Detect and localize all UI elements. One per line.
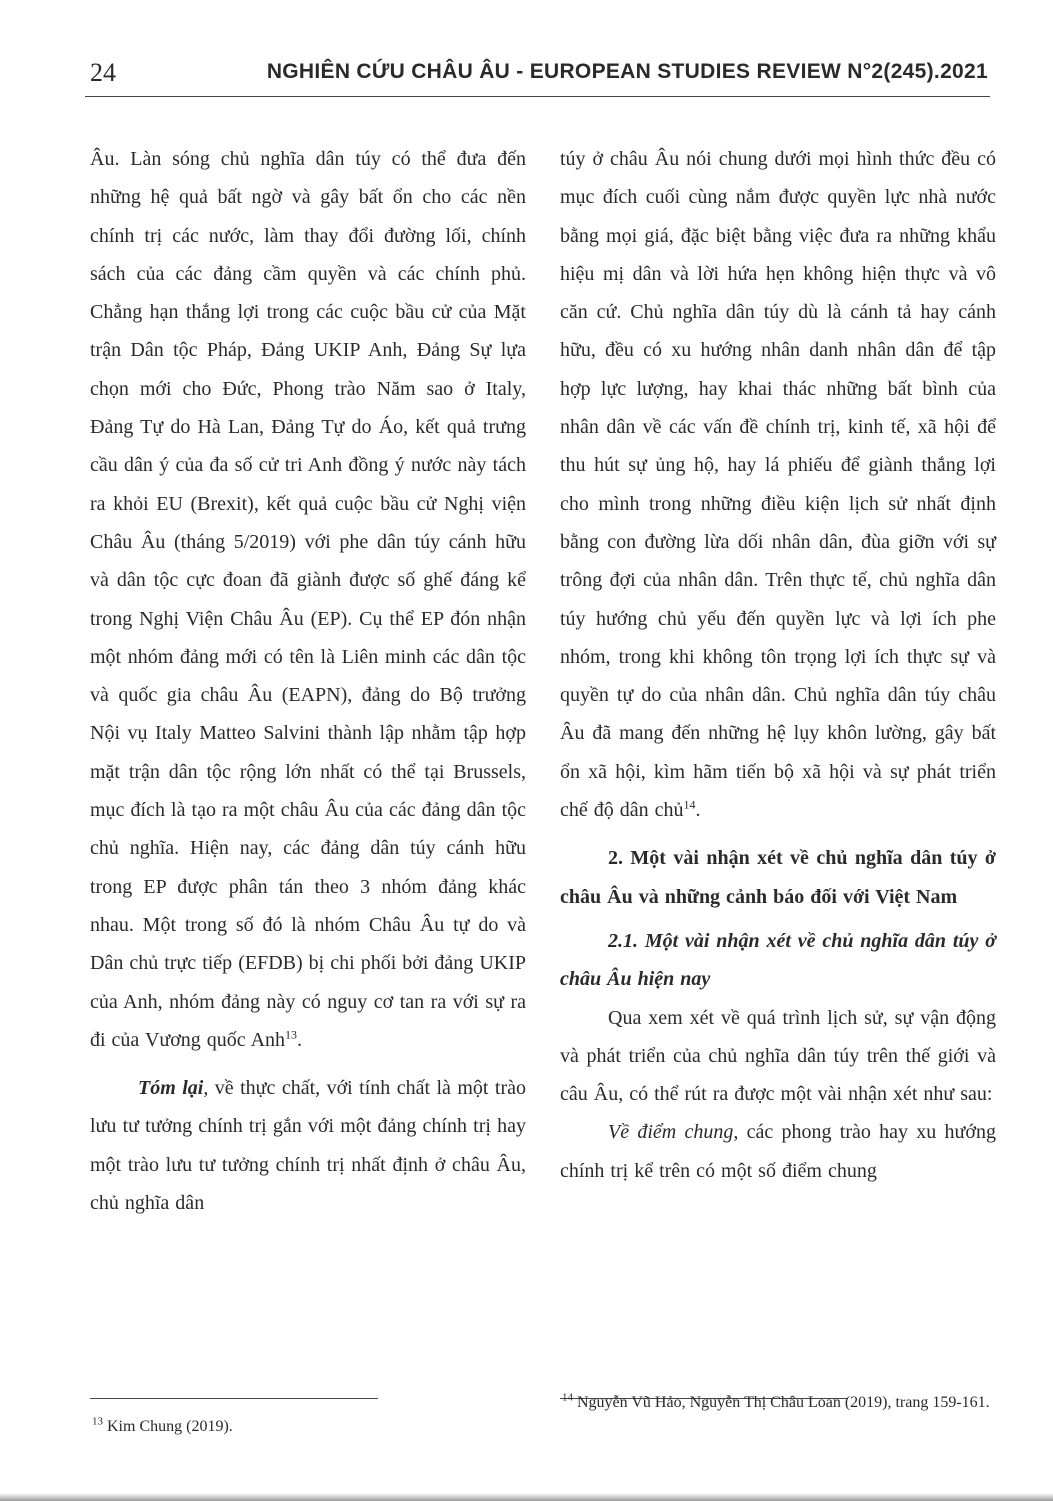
footnote-13 bbox=[92, 1416, 492, 1438]
footnote-number: 13 bbox=[92, 1415, 103, 1428]
paragraph bbox=[560, 1113, 996, 1190]
paragraph-text: túy ở châu Âu nói chung dưới mọi hình thức đều có mục đích cuối cùng nắm được quyền lực nhà nước bằng mọi giá, đặc biệt bằng việc đưa ra những khẩu hiệu mị dân và lời hứa hẹn không hiện thực và vô căn cứ. Chủ nghĩa dân túy dù là cánh tả hay cánh hữu, đều có xu hướng nhân danh nhân dân để tập hợp lực lượng, hay khai thác những bất bình của nhân dân về các vấn đề chính trị, kinh tế, xã hội để thu hút sự ủng hộ, hay lá phiếu để giành thắng lợi cho mình trong những điều kiện lịch sử nhất định bằng con đường lừa dối nhân dân, đùa giỡn với sự trông đợi của nhân dân. Trên thực tế, chủ nghĩa dân túy hướng chủ yếu đến quyền lực và lợi ích phe nhóm, trong khi không tôn trọng lợi ích thực sự và quyền tự do của nhân dân. Chủ nghĩa dân túy châu Âu đã mang đến những hệ lụy khôn lường, gây bất ổn xã hội, kìm hãm tiến bộ xã hội và sự phát triển chế độ dân chủ bbox=[560, 148, 996, 822]
paragraph-lead: Tóm lại bbox=[138, 1077, 204, 1100]
paragraph: Qua xem xét về quá trình lịch sử, sự vận động và phát triển của chủ nghĩa dân túy trên thế giới và câu Âu, có thể rút ra được một vài nhận xét như sau: bbox=[560, 1006, 996, 1106]
scan-bottom-edge bbox=[0, 1493, 1053, 1501]
footnote-ref: 13 bbox=[285, 1027, 298, 1042]
paragraph-end: . bbox=[297, 1028, 303, 1051]
paragraph-lead: Về điểm chung bbox=[608, 1121, 734, 1144]
left-column bbox=[90, 140, 526, 1222]
paragraph-end: . bbox=[695, 799, 701, 822]
right-column bbox=[560, 140, 996, 1190]
paragraph-text: , các phong trào hay xu hướng chính trị kể trên có một số điểm chung bbox=[560, 1121, 996, 1182]
footnote-number: 14 bbox=[562, 1391, 573, 1404]
running-header: NGHIÊN CỨU CHÂU ÂU - EUROPEAN STUDIES REVIEW N°2(245).2021 bbox=[266, 60, 988, 83]
page-number: 24 bbox=[90, 58, 116, 87]
footnote-text: Kim Chung (2019). bbox=[103, 1418, 233, 1435]
paragraph bbox=[90, 140, 526, 1059]
section-heading: 2. Một vài nhận xét về chủ nghĩa dân túy ở châu Âu và những cảnh báo đối với Việt Nam bbox=[560, 847, 996, 908]
subsection-heading: 2.1. Một vài nhận xét về chủ nghĩa dân túy ở châu Âu hiện nay bbox=[560, 929, 996, 991]
footnote-rule bbox=[90, 1398, 378, 1399]
paragraph-text: Âu. Làn sóng chủ nghĩa dân túy có thể đưa đến những hệ quả bất ngờ và gây bất ổn cho các nền chính trị các nước, làm thay đổi đường lối, chính sách của các đảng cầm quyền và các chính phủ. Chẳng hạn thắng lợi trong các cuộc bầu cử của Mặt trận Dân tộc Pháp, Đảng UKIP Anh, Đảng Sự lựa chọn mới cho Đức, Phong trào Năm sao ở Italy, Đảng Tự do Hà Lan, Đảng Tự do Áo, kết quả trưng cầu dân ý của đa số cử tri Anh đồng ý nước này tách ra khỏi EU (Brexit), kết quả cuộc bầu cử Nghị viện Châu Âu (tháng 5/2019) với phe dân túy cánh hữu và dân tộc cực đoan đã giành được số ghế đáng kể trong Nghị Viện Châu Âu (EP). Cụ thể EP đón nhận một nhóm đảng mới có tên là Liên minh các dân tộc và quốc gia châu Âu (EAPN), đảng do Bộ trưởng Nội vụ Italy Matteo Salvini thành lập nhằm tập hợp mặt trận dân tộc rộng lớn nhất có thể tại Brussels, mục đích là tạo ra một châu Âu của các đảng dân tộc chủ nghĩa. Hiện nay, các đảng dân túy cánh hữu trong EP được phân tán theo 3 nhóm đảng khác nhau. Một trong số đó là nhóm Châu Âu tự do và Dân chủ trực tiếp (EFDB) bị chi phối bởi đảng UKIP của Anh, nhóm đảng này có nguy cơ tan ra với sự ra đi của Vương quốc Anh bbox=[90, 148, 526, 1051]
footnote-ref: 14 bbox=[683, 797, 696, 812]
header-rule bbox=[85, 96, 990, 97]
paragraph-text: , về thực chất, với tính chất là một trào lưu tư tưởng chính trị gắn với một đảng chính trị hay một trào lưu tư tưởng chính trị nhất định ở châu Âu, chủ nghĩa dân bbox=[90, 1077, 526, 1215]
paragraph bbox=[90, 1069, 526, 1222]
footnote-text: Nguyễn Vũ Hảo, Nguyễn Thị Châu Loan (2019), trang 159-161. bbox=[573, 1394, 990, 1411]
paragraph bbox=[560, 140, 996, 829]
footnote-14 bbox=[562, 1392, 998, 1414]
